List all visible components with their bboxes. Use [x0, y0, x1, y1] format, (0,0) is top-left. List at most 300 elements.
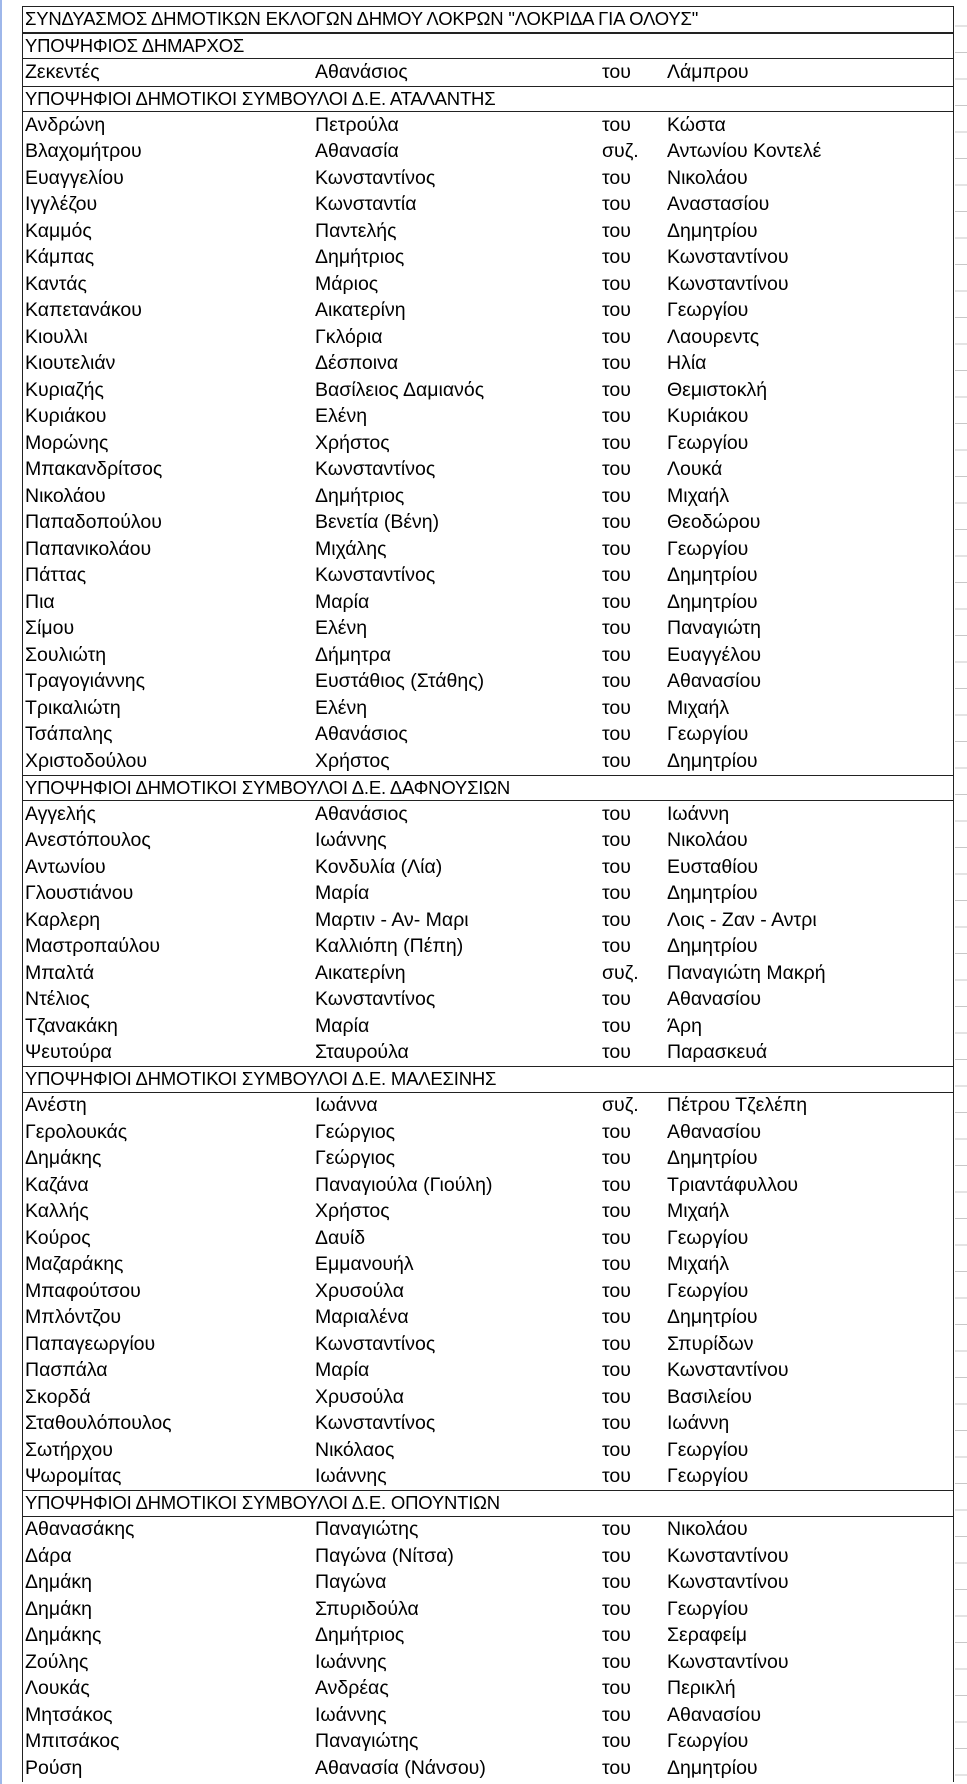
cell-relation: του: [602, 617, 631, 640]
cell-firstname: Μαρία: [315, 882, 370, 905]
cell-firstname: Καλλιόπη (Πέπη): [315, 935, 464, 958]
candidate-row: [23, 1623, 953, 1650]
cell-firstname: Κονδυλία (Λία): [315, 855, 443, 878]
cell-firstname: Μαρτιν - Αν- Μαρι: [315, 908, 469, 931]
cell-relation: του: [602, 935, 631, 958]
cell-relation: του: [602, 193, 631, 216]
cell-relation: του: [602, 696, 631, 719]
cell-relation: του: [602, 458, 631, 481]
cell-father: Λοις - Ζαν - Αντρι: [667, 908, 817, 931]
cell-relation: του: [602, 352, 631, 375]
cell-firstname: Γκλόρια: [315, 325, 383, 348]
cell-relation: του: [602, 219, 631, 242]
cell-surname: Ψωρομίτας: [25, 1465, 122, 1488]
candidate-row: [23, 1305, 953, 1332]
candidate-row: [23, 1437, 953, 1464]
cell-father: Κωνσταντίνου: [667, 1571, 789, 1594]
cell-father: Ευσταθίου: [667, 855, 759, 878]
cell-surname: Ανδρώνη: [25, 113, 106, 136]
cell-relation: του: [602, 1120, 631, 1143]
cell-father: Θεοδώρου: [667, 511, 761, 534]
cell-relation: του: [602, 1571, 631, 1594]
section-header: [23, 86, 953, 113]
cell-firstname: Αθανασία: [315, 140, 399, 163]
cell-surname: Πάττας: [25, 564, 87, 587]
candidate-row: [23, 1146, 953, 1173]
section-title: ΥΠΟΨΗΦΙΟΙ ΔΗΜΟΤΙΚΟΙ ΣΥΜΒΟΥΛΟΙ Δ.Ε. ΜΑΛΕΣΙΝΗΣ: [25, 1068, 497, 1090]
cell-relation: του: [602, 643, 631, 666]
cell-firstname: Σπυριδούλα: [315, 1597, 419, 1620]
cell-father: Γεωργίου: [667, 1597, 749, 1620]
cell-relation: του: [602, 60, 631, 83]
cell-firstname: Χρήστος: [315, 1200, 390, 1223]
cell-father: Γεωργίου: [667, 431, 749, 454]
cell-relation: του: [602, 431, 631, 454]
cell-relation: του: [602, 511, 631, 534]
candidate-row: [23, 165, 953, 192]
candidate-row: [23, 1676, 953, 1703]
cell-firstname: Εμμανουήλ: [315, 1253, 414, 1276]
cell-surname: Καπετανάκου: [25, 299, 142, 322]
cell-surname: Ανεστόπουλος: [25, 829, 151, 852]
candidate-row: [23, 1384, 953, 1411]
sheet-title-text: ΣΥΝΔΥΑΣΜΟΣ ΔΗΜΟΤΙΚΩΝ ΕΚΛΟΓΩΝ ΔΗΜΟΥ ΛΟΚΡΩΝ "ΛΟΚΡΙΔΑ ΓΙΑ ΟΛΟΥΣ": [25, 8, 699, 30]
cell-father: Νικολάου: [667, 166, 748, 189]
candidate-row: [23, 1252, 953, 1279]
cell-surname: Τσάπαλης: [25, 723, 113, 746]
cell-father: Δημητρίου: [667, 935, 758, 958]
cell-firstname: Ιωάννης: [315, 1703, 387, 1726]
cell-firstname: Μάριος: [315, 272, 379, 295]
cell-firstname: Σταυρούλα: [315, 1041, 409, 1064]
cell-father: Σπυρίδων: [667, 1332, 754, 1355]
cell-surname: Νικολάου: [25, 484, 106, 507]
cell-firstname: Αθανάσιος: [315, 60, 408, 83]
candidate-row: [23, 536, 953, 563]
cell-surname: Μορώνης: [25, 431, 109, 454]
cell-father: Γεωργίου: [667, 1226, 749, 1249]
cell-father: Παναγιώτη Μακρή: [667, 961, 826, 984]
cell-firstname: Παγώνα: [315, 1571, 387, 1594]
candidate-row: [23, 669, 953, 696]
sections-container: [23, 86, 953, 1782]
cell-relation: του: [602, 1279, 631, 1302]
cell-father: Άρη: [667, 1014, 702, 1037]
cell-surname: Τζανακάκη: [25, 1014, 118, 1037]
cell-father: Γεωργίου: [667, 299, 749, 322]
cell-father: Μιχαήλ: [667, 1200, 730, 1223]
cell-firstname: Δημήτριος: [315, 1624, 405, 1647]
cell-relation: του: [602, 1756, 631, 1779]
candidate-row: [23, 1411, 953, 1438]
cell-relation: του: [602, 1518, 631, 1541]
cell-relation: του: [602, 1730, 631, 1753]
cell-father: Βασιλείου: [667, 1385, 752, 1408]
cell-relation: του: [602, 484, 631, 507]
cell-father: Λουκά: [667, 458, 723, 481]
cell-surname: Καρλερη: [25, 908, 101, 931]
cell-relation: του: [602, 564, 631, 587]
cell-surname: Ψευτούρα: [25, 1041, 112, 1064]
candidate-row: [23, 483, 953, 510]
cell-surname: Μπαλτά: [25, 961, 95, 984]
cell-father: Αναστασίου: [667, 193, 770, 216]
cell-relation: του: [602, 829, 631, 852]
cell-relation: του: [602, 1412, 631, 1435]
selection-edge: [0, 0, 2, 1784]
cell-firstname: Πετρούλα: [315, 113, 399, 136]
sheet-title: [23, 6, 953, 33]
candidate-row: [23, 1358, 953, 1385]
candidate-row: [23, 1172, 953, 1199]
candidate-row: [23, 616, 953, 643]
cell-surname: Πασπάλα: [25, 1359, 108, 1382]
cell-firstname: Μαριαλένα: [315, 1306, 409, 1329]
cell-father: Ευαγγέλου: [667, 643, 762, 666]
cell-relation: του: [602, 113, 631, 136]
cell-relation: του: [602, 1253, 631, 1276]
cell-father: Γεωργίου: [667, 537, 749, 560]
candidate-row: [23, 1013, 953, 1040]
cell-father: Μιχαήλ: [667, 484, 730, 507]
cell-firstname: Χρυσούλα: [315, 1279, 405, 1302]
cell-surname: Σίμου: [25, 617, 75, 640]
candidate-row: [23, 510, 953, 537]
cell-firstname: Ελένη: [315, 405, 368, 428]
cell-surname: Αγγελής: [25, 802, 96, 825]
cell-relation: του: [602, 1359, 631, 1382]
cell-firstname: Μαρία: [315, 1014, 370, 1037]
cell-surname: Μπλόντζου: [25, 1306, 121, 1329]
cell-father: Τριαντάφυλλου: [667, 1173, 799, 1196]
cell-surname: Αθανασάκης: [25, 1518, 135, 1541]
cell-father: Δημητρίου: [667, 1306, 758, 1329]
cell-firstname: Κωνσταντίνος: [315, 458, 436, 481]
cell-surname: Ιγγλέζου: [25, 193, 98, 216]
candidate-row: [23, 351, 953, 378]
cell-surname: Παπαδοπούλου: [25, 511, 162, 534]
candidate-sheet: [22, 6, 954, 1782]
cell-firstname: Κωνσταντία: [315, 193, 417, 216]
section-title: ΥΠΟΨΗΦΙΟΙ ΔΗΜΟΤΙΚΟΙ ΣΥΜΒΟΥΛΟΙ Δ.Ε. ΔΑΦΝΟΥΣΙΩΝ: [25, 776, 511, 798]
cell-surname: Δημάκη: [25, 1597, 92, 1620]
cell-father: Σεραφείμ: [667, 1624, 748, 1647]
cell-relation: του: [602, 1014, 631, 1037]
cell-father: Ιωάννη: [667, 802, 730, 825]
cell-father: Κώστα: [667, 113, 726, 136]
cell-relation: του: [602, 1041, 631, 1064]
cell-surname: Δάρα: [25, 1544, 72, 1567]
cell-surname: Κυριάκου: [25, 405, 107, 428]
cell-father: Δημητρίου: [667, 564, 758, 587]
cell-surname: Μαζαράκης: [25, 1253, 124, 1276]
cell-firstname: Νικόλαος: [315, 1438, 395, 1461]
cell-father: Λαουρεντς: [667, 325, 760, 348]
candidate-row: [23, 1119, 953, 1146]
cell-relation: του: [602, 1703, 631, 1726]
cell-father: Μιχαήλ: [667, 1253, 730, 1276]
cell-firstname: Χρυσούλα: [315, 1385, 405, 1408]
cell-surname: Δημάκη: [25, 1571, 92, 1594]
cell-firstname: Αθανασία (Νάνσου): [315, 1756, 486, 1779]
cell-surname: Αντωνίου: [25, 855, 106, 878]
candidate-row: [23, 1755, 953, 1782]
cell-father: Αθανασίου: [667, 1120, 762, 1143]
cell-relation: του: [602, 1624, 631, 1647]
cell-surname: Σωτήρχου: [25, 1438, 113, 1461]
cell-surname: Ζεκεντές: [25, 60, 100, 83]
cell-relation: του: [602, 1544, 631, 1567]
cell-firstname: Δέσποινα: [315, 352, 399, 375]
cell-surname: Κιουτελιάν: [25, 352, 116, 375]
cell-father: Γεωργίου: [667, 1279, 749, 1302]
cell-surname: Λουκάς: [25, 1677, 90, 1700]
cell-surname: Παπαγεωργίου: [25, 1332, 156, 1355]
cell-surname: Γλουστιάνου: [25, 882, 134, 905]
cell-firstname: Παναγιώτης: [315, 1518, 419, 1541]
cell-firstname: Ευστάθιος (Στάθης): [315, 670, 485, 693]
candidate-row: [23, 1225, 953, 1252]
cell-surname: Μπαφούτσου: [25, 1279, 141, 1302]
cell-firstname: Χρήστος: [315, 749, 390, 772]
cell-surname: Μπακανδρίτσος: [25, 458, 163, 481]
cell-firstname: Κωνσταντίνος: [315, 1412, 436, 1435]
candidate-row: [23, 642, 953, 669]
cell-firstname: Χρήστος: [315, 431, 390, 454]
cell-relation: του: [602, 855, 631, 878]
candidate-row: [23, 1596, 953, 1623]
cell-surname: Κυριαζής: [25, 378, 104, 401]
cell-surname: Κούρος: [25, 1226, 91, 1249]
cell-father: Δημητρίου: [667, 882, 758, 905]
cell-father: Περικλή: [667, 1677, 736, 1700]
candidate-row: [23, 1543, 953, 1570]
candidate-row: [23, 934, 953, 961]
cell-surname: Μητσάκος: [25, 1703, 113, 1726]
cell-relation: του: [602, 1147, 631, 1170]
cell-firstname: Αθανάσιος: [315, 802, 408, 825]
cell-relation: του: [602, 590, 631, 613]
candidate-row: [23, 960, 953, 987]
cell-relation: του: [602, 1332, 631, 1355]
candidate-row: [23, 563, 953, 590]
cell-firstname: Αικατερίνη: [315, 961, 406, 984]
cell-firstname: Δημήτριος: [315, 484, 405, 507]
cell-relation: συζ.: [602, 1094, 639, 1117]
cell-father: Κωνσταντίνου: [667, 1359, 789, 1382]
cell-father: Κωνσταντίνου: [667, 1544, 789, 1567]
cell-relation: του: [602, 246, 631, 269]
cell-firstname: Μαρία: [315, 590, 370, 613]
candidate-row: [23, 722, 953, 749]
candidate-row: [23, 245, 953, 272]
cell-surname: Καμμός: [25, 219, 92, 242]
cell-firstname: Δαυίδ: [315, 1226, 366, 1249]
candidate-row: [23, 1649, 953, 1676]
cell-relation: του: [602, 670, 631, 693]
section-title: ΥΠΟΨΗΦΙΟΙ ΔΗΜΟΤΙΚΟΙ ΣΥΜΒΟΥΛΟΙ Δ.Ε. ΟΠΟΥΝΤΙΩΝ: [25, 1492, 500, 1514]
cell-surname: Κάμπας: [25, 246, 95, 269]
cell-firstname: Ιωάννα: [315, 1094, 378, 1117]
cell-father: Αθανασίου: [667, 670, 762, 693]
cell-firstname: Ελένη: [315, 696, 368, 719]
cell-surname: Τρικαλιώτη: [25, 696, 121, 719]
cell-surname: Χριστοδούλου: [25, 749, 148, 772]
cell-father: Νικολάου: [667, 1518, 748, 1541]
cell-firstname: Αικατερίνη: [315, 299, 406, 322]
cell-surname: Δημάκης: [25, 1624, 102, 1647]
cell-surname: Μαστροπαύλου: [25, 935, 160, 958]
candidate-row: [23, 1199, 953, 1226]
cell-father: Κωνσταντίνου: [667, 1650, 789, 1673]
cell-relation: του: [602, 1306, 631, 1329]
cell-surname: Μπιτσάκος: [25, 1730, 120, 1753]
candidate-row: [23, 801, 953, 828]
cell-father: Ιωάννη: [667, 1412, 730, 1435]
candidate-row: [23, 139, 953, 166]
mayor-row: [23, 59, 953, 86]
cell-surname: Ζούλης: [25, 1650, 89, 1673]
cell-relation: του: [602, 325, 631, 348]
cell-father: Αθανασίου: [667, 1703, 762, 1726]
cell-relation: του: [602, 723, 631, 746]
cell-surname: Βλαχομήτρου: [25, 140, 142, 163]
cell-relation: του: [602, 299, 631, 322]
cell-father: Γεωργίου: [667, 1465, 749, 1488]
cell-relation: του: [602, 1677, 631, 1700]
candidate-row: [23, 1093, 953, 1120]
cell-firstname: Κωνσταντίνος: [315, 1332, 436, 1355]
cell-relation: συζ.: [602, 140, 639, 163]
cell-surname: Πια: [25, 590, 55, 613]
candidate-row: [23, 218, 953, 245]
section-title: ΥΠΟΨΗΦΙΟΙ ΔΗΜΟΤΙΚΟΙ ΣΥΜΒΟΥΛΟΙ Δ.Ε. ΑΤΑΛΑΝΤΗΣ: [25, 87, 496, 109]
cell-father: Αθανασίου: [667, 988, 762, 1011]
cell-father: Παρασκευά: [667, 1041, 768, 1064]
candidate-row: [23, 1040, 953, 1067]
cell-surname: Γερολουκάς: [25, 1120, 128, 1143]
candidate-row: [23, 404, 953, 431]
section-header: [23, 1490, 953, 1517]
cell-firstname: Αθανάσιος: [315, 723, 408, 746]
cell-father: Κωνσταντίνου: [667, 246, 789, 269]
cell-surname: Καντάς: [25, 272, 87, 295]
cell-firstname: Ελένη: [315, 617, 368, 640]
cell-surname: Σταθουλόπουλος: [25, 1412, 172, 1435]
cell-relation: του: [602, 166, 631, 189]
candidate-row: [23, 881, 953, 908]
cell-relation: του: [602, 1597, 631, 1620]
candidate-row: [23, 854, 953, 881]
candidate-row: [23, 907, 953, 934]
cell-surname: Παπανικολάου: [25, 537, 152, 560]
cell-father: Νικολάου: [667, 829, 748, 852]
mayor-header: [23, 33, 953, 60]
cell-surname: Τραγογιάννης: [25, 670, 145, 693]
cell-firstname: Κωνσταντίνος: [315, 988, 436, 1011]
cell-surname: Κιουλλι: [25, 325, 88, 348]
mayor-header-text: ΥΠΟΨΗΦΙΟΣ ΔΗΜΑΡΧΟΣ: [25, 34, 245, 56]
cell-father: Ηλία: [667, 352, 707, 375]
cell-father: Κωνσταντίνου: [667, 272, 789, 295]
cell-father: Παναγιώτη: [667, 617, 761, 640]
candidate-row: [23, 589, 953, 616]
cell-father: Δημητρίου: [667, 1147, 758, 1170]
cell-father: Δημητρίου: [667, 219, 758, 242]
cell-father: Γεωργίου: [667, 723, 749, 746]
candidate-row: [23, 1517, 953, 1544]
cell-relation: του: [602, 272, 631, 295]
section-header: [23, 775, 953, 802]
candidate-row: [23, 271, 953, 298]
cell-surname: Σκορδά: [25, 1385, 91, 1408]
candidate-row: [23, 1464, 953, 1491]
cell-firstname: Γεώργιος: [315, 1147, 396, 1170]
cell-father: Δημητρίου: [667, 1756, 758, 1779]
cell-relation: του: [602, 988, 631, 1011]
cell-surname: Ανέστη: [25, 1094, 87, 1117]
cell-father: Αντωνίου Κοντελέ: [667, 140, 822, 163]
cell-relation: του: [602, 1650, 631, 1673]
cell-surname: Ρούση: [25, 1756, 83, 1779]
candidate-row: [23, 1331, 953, 1358]
cell-firstname: Κωνσταντίνος: [315, 166, 436, 189]
cell-father: Δημητρίου: [667, 749, 758, 772]
candidate-row: [23, 112, 953, 139]
cell-relation: του: [602, 537, 631, 560]
cell-father: Γεωργίου: [667, 1438, 749, 1461]
cell-relation: συζ.: [602, 961, 639, 984]
cell-relation: του: [602, 378, 631, 401]
cell-relation: του: [602, 1385, 631, 1408]
cell-firstname: Ιωάννης: [315, 1650, 387, 1673]
cell-father: Λάμπρου: [667, 60, 749, 83]
candidate-row: [23, 748, 953, 775]
cell-father: Μιχαήλ: [667, 696, 730, 719]
candidate-row: [23, 377, 953, 404]
candidate-row: [23, 1570, 953, 1597]
cell-firstname: Κωνσταντίνος: [315, 564, 436, 587]
cell-firstname: Παγώνα (Νίτσα): [315, 1544, 454, 1567]
candidate-row: [23, 695, 953, 722]
candidate-row: [23, 1702, 953, 1729]
cell-surname: Ντέλιος: [25, 988, 90, 1011]
cell-surname: Καλλής: [25, 1200, 89, 1223]
cell-surname: Δημάκης: [25, 1147, 102, 1170]
cell-father: Γεωργίου: [667, 1730, 749, 1753]
candidate-row: [23, 324, 953, 351]
cell-relation: του: [602, 1226, 631, 1249]
cell-firstname: Μαρία: [315, 1359, 370, 1382]
cell-surname: Σουλιώτη: [25, 643, 107, 666]
cell-firstname: Μιχάλης: [315, 537, 387, 560]
candidate-row: [23, 987, 953, 1014]
cell-surname: Ευαγγελίου: [25, 166, 124, 189]
cell-firstname: Ιωάννης: [315, 829, 387, 852]
cell-firstname: Βασίλειος Δαμιανός: [315, 378, 485, 401]
candidate-row: [23, 192, 953, 219]
cell-father: Θεμιστοκλή: [667, 378, 768, 401]
cell-firstname: Δήμητρα: [315, 643, 392, 666]
candidate-row: [23, 430, 953, 457]
cell-relation: του: [602, 1200, 631, 1223]
grid-edge: [955, 0, 967, 1784]
cell-firstname: Παναγιώτης: [315, 1730, 419, 1753]
cell-relation: του: [602, 882, 631, 905]
cell-firstname: Παντελής: [315, 219, 397, 242]
cell-relation: του: [602, 405, 631, 428]
cell-firstname: Βενετία (Βένη): [315, 511, 440, 534]
